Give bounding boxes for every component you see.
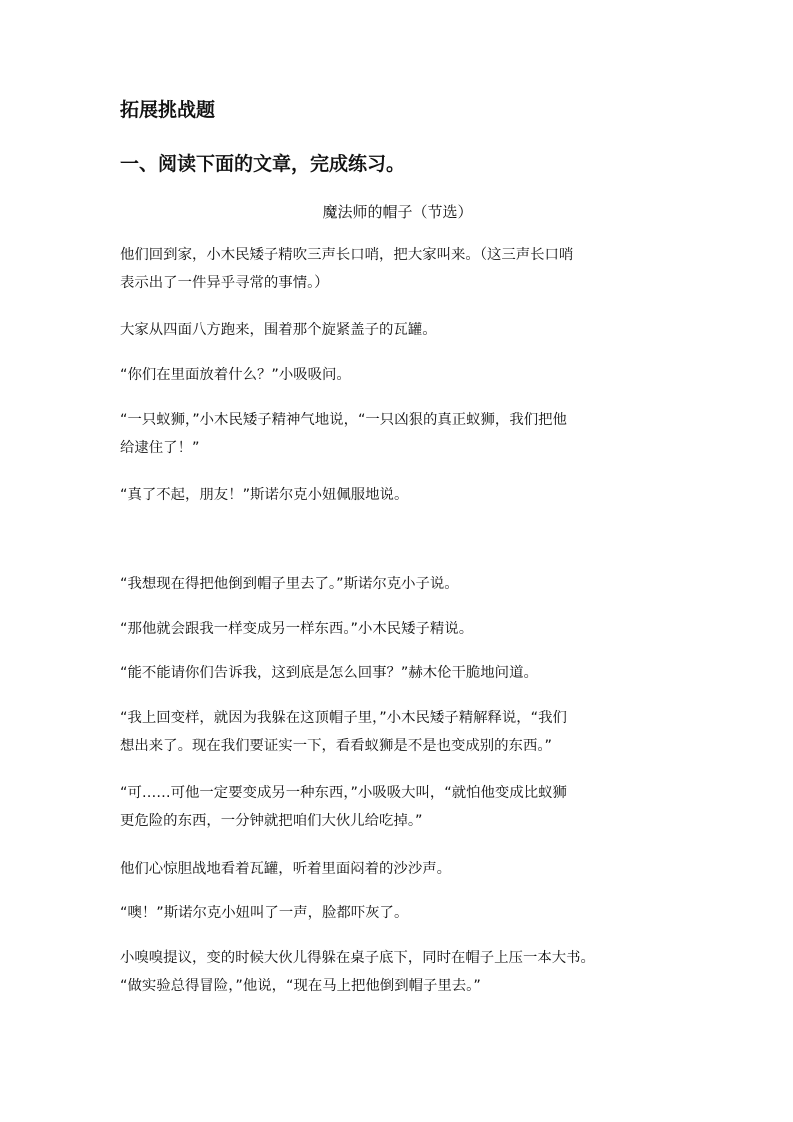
paragraph-line: “做实验总得冒险，”他说，“现在马上把他倒到帽子里去。”: [120, 978, 481, 994]
paragraph-line: “可……可他一定要变成另一种东西，”小吸吸大叫，“就怕他变成比蚁狮: [120, 785, 567, 801]
paragraph: [120, 361, 680, 389]
paragraph: [120, 615, 680, 643]
paragraph: [120, 779, 680, 835]
section-title: 一、阅读下面的文章，完成练习。: [120, 153, 406, 175]
paragraph-line: 大家从四面八方跑来，围着那个旋紧盖子的瓦罐。: [120, 322, 437, 338]
paragraph-line: “真了不起，朋友！”斯诺尔克小妞佩服地说。: [120, 487, 409, 503]
paragraph: [120, 316, 680, 344]
page-heading: 拓展挑战题: [120, 99, 216, 121]
paragraph-line: 更危险的东西，一分钟就把咱们大伙儿给吃掉。”: [120, 813, 423, 829]
paragraph: [120, 570, 680, 598]
paragraph-line: “我上回变样，就因为我躲在这顶帽子里，”小木民矮子精解释说，“我们: [120, 710, 567, 726]
paragraph: [120, 481, 680, 509]
paragraph-line: “我想现在得把他倒到帽子里去了。”斯诺尔克小子说。: [120, 576, 459, 592]
paragraph-line: 他们心惊胆战地看着瓦罐，听着里面闷着的沙沙声。: [120, 861, 451, 877]
paragraph-line: 小嗅嗅提议，变的时候大伙儿得躲在桌子底下，同时在帽子上压一本大书。: [120, 950, 595, 966]
paragraph: [120, 899, 680, 927]
paragraph: [120, 944, 680, 1000]
paragraph-line: “那他就会跟我一样变成另一样东西。”小木民矮子精说。: [120, 621, 474, 637]
paragraph-line: 想出来了。现在我们要证实一下，看看蚁狮是不是也变成别的东西。”: [120, 738, 552, 754]
paragraph-line: “一只蚁狮，”小木民矮子精神气地说，“一只凶狠的真正蚁狮，我们把他: [120, 412, 567, 428]
paragraph-line: 他们回到家，小木民矮子精吹三声长口哨，把大家叫来。（这三声长口哨: [120, 247, 574, 263]
paragraph-line: “你们在里面放着什么？”小吸吸问。: [120, 367, 351, 383]
paragraph: [120, 659, 680, 687]
paragraph: [120, 855, 680, 883]
paragraph: [120, 241, 680, 297]
passage-title: 魔法师的帽子（节选）: [322, 203, 473, 221]
paragraph: [120, 704, 680, 760]
paragraph: [120, 406, 680, 462]
paragraph-line: 表示出了一件异乎寻常的事情。）: [120, 275, 329, 291]
paragraph-line: “能不能请你们告诉我，这到底是怎么回事？”赫木伦干脆地问道。: [120, 665, 538, 681]
paragraph-line: “噢！”斯诺尔克小妞叫了一声，脸都吓灰了。: [120, 905, 409, 921]
paragraph-line: 给逮住了！”: [120, 440, 200, 456]
